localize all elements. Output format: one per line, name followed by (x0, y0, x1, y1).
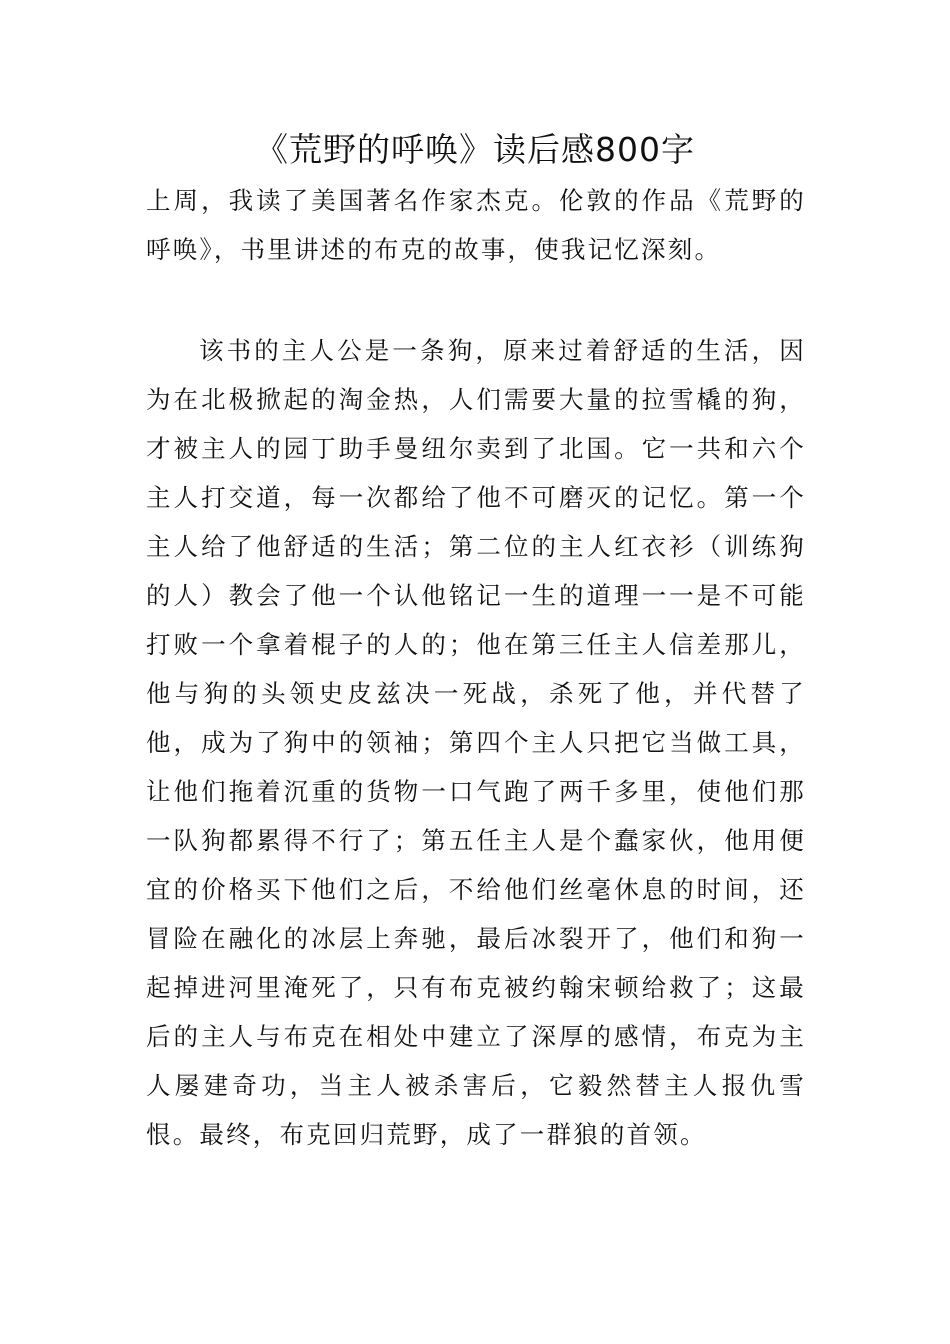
paragraph-intro: 上周，我读了美国著名作家杰克。伦敦的作品《荒野的呼唤》，书里讲述的布克的故事，使我记忆深刻。 (146, 186, 806, 264)
paragraph-main: 该书的主人公是一条狗，原来过着舒适的生活，因为在北极掀起的淘金热，人们需要大量的拉雪橇的狗，才被主人的园丁助手曼纽尔卖到了北国。它一共和六个主人打交道，每一次都给了他不可磨灭的记忆。第一个主人给了他舒适的生活；第二位的主人红衣衫（训练狗的人）教会了他一个认他铭记一生的道理一一是不可能打败一个拿着棍子的人的；他在第三任主人信差那儿，他与狗的头领史皮兹决一死战，杀死了他，并代替了他，成为了狗中的领袖；第四个主人只把它当做工具，让他们拖着沉重的货物一口气跑了两千多里，使他们那一队狗都累得不行了；第五任主人是个蠢家伙，他用便宜的价格买下他们之后，不给他们丝毫休息的时间，还冒险在融化的冰层上奔驰，最后冰裂开了，他们和狗一起掉进河里淹死了，只有布克被约翰宋顿给救了；这最后的主人与布克在相处中建立了深厚的感情，布克为主人屡建奇功，当主人被杀害后，它毅然替主人报仇雪恨。最终，布克回归荒野，成了一群狼的首领。 (146, 336, 806, 1149)
document-title: 《荒野的呼唤》读后感800字 (255, 130, 695, 169)
